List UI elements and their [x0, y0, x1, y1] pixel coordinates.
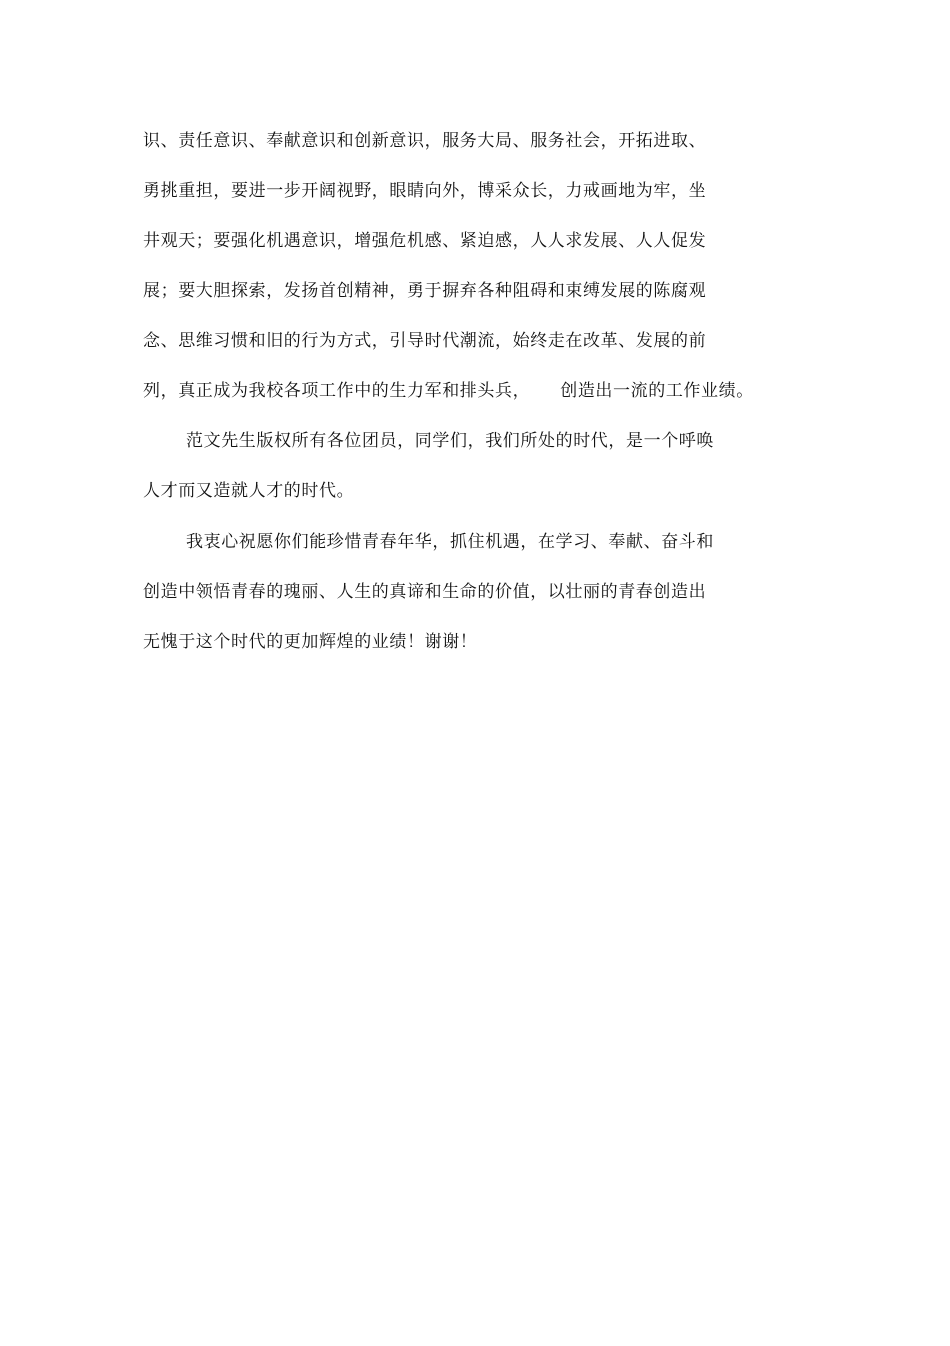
paragraph-1-line-4: 展；要大胆探索，发扬首创精神，勇于摒弃各种阻碍和束缚发展的陈腐观 — [143, 281, 707, 301]
paragraph-1-line-2: 勇挑重担，要进一步开阔视野，眼睛向外，博采众长，力戒画地为牢，坐 — [143, 181, 707, 201]
paragraph-2-line-2: 人才而又造就人才的时代。 — [143, 481, 355, 501]
paragraph-1-line-1: 识、责任意识、奉献意识和创新意识，服务大局、服务社会，开拓进取、 — [143, 131, 707, 151]
paragraph-3-line-2: 创造中领悟青春的瑰丽、人生的真谛和生命的价值，以壮丽的青春创造出 — [143, 582, 707, 602]
paragraph-1-line-3: 井观天；要强化机遇意识，增强危机感、紧迫感，人人求发展、人人促发 — [143, 231, 707, 251]
paragraph-1-line-5: 念、思维习惯和旧的行为方式，引导时代潮流，始终走在改革、发展的前 — [143, 331, 707, 351]
paragraph-2-line-1: 范文先生版权所有各位团员，同学们，我们所处的时代，是一个呼唤 — [186, 431, 714, 451]
paragraph-3-line-1: 我衷心祝愿你们能珍惜青春年华，抓住机遇，在学习、奉献、奋斗和 — [186, 532, 714, 552]
paragraph-3-line-3: 无愧于这个时代的更加辉煌的业绩！谢谢！ — [143, 632, 478, 652]
paragraph-1-line-6: 列，真正成为我校各项工作中的生力军和排头兵， 创造出一流的工作业绩。 — [143, 381, 754, 401]
